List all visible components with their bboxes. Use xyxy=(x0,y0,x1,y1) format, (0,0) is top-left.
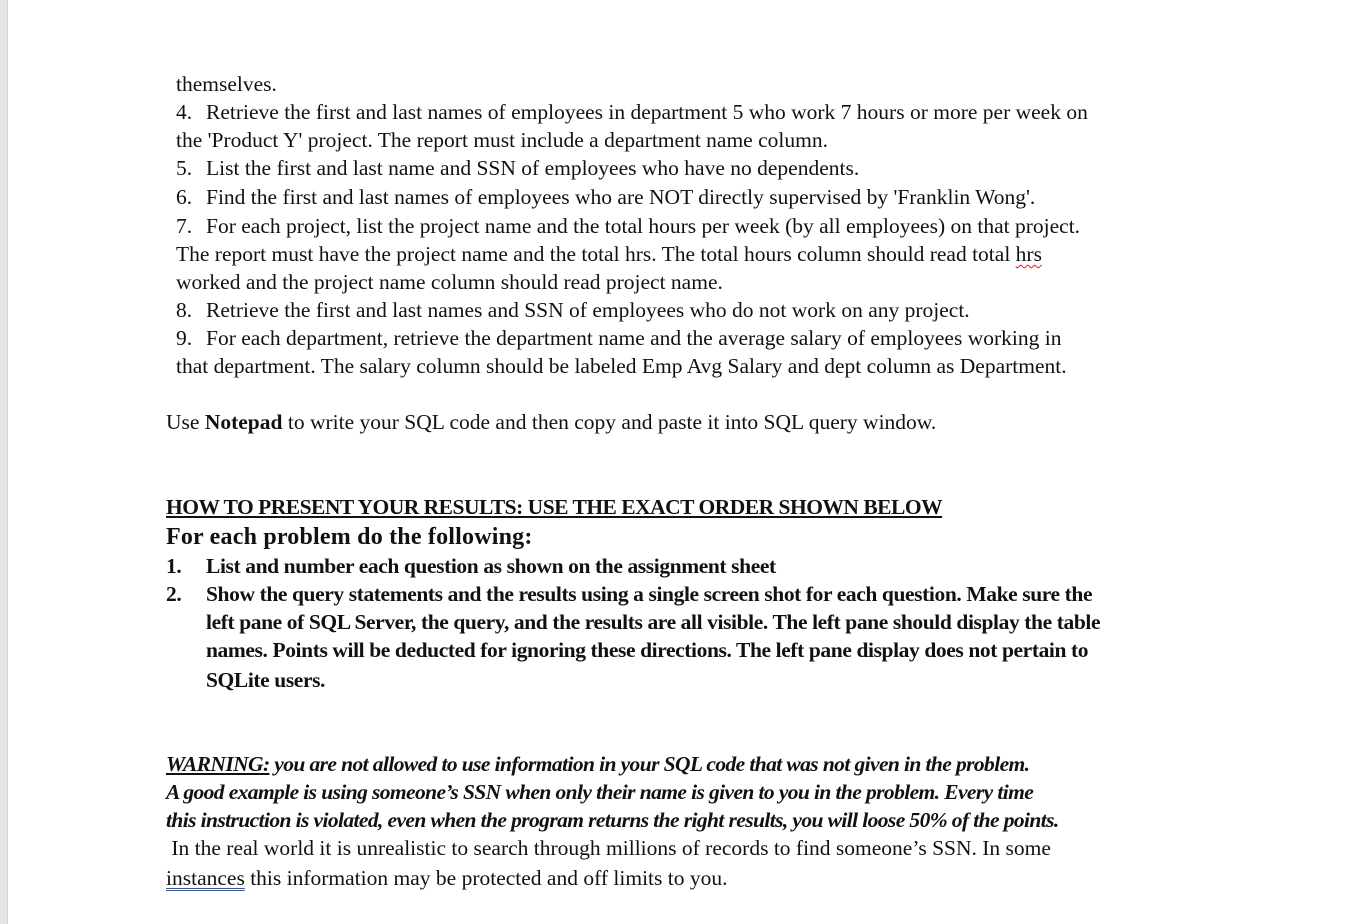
warning-line xyxy=(166,778,1033,806)
list-line xyxy=(176,268,723,296)
step-2-line xyxy=(206,666,325,694)
list-item-4 xyxy=(176,98,1088,126)
list-line xyxy=(176,70,277,98)
list-text: For each department, retrieve the department name and the average salary of employees working in xyxy=(206,326,1062,350)
list-text: worked and the project name column should read project name. xyxy=(176,270,723,294)
spelling-flagged-word[interactable]: hrs xyxy=(1015,242,1042,266)
list-item-7 xyxy=(176,212,1080,240)
list-text: The report must have the project name and the total hrs. The total hours column should read total xyxy=(176,242,1016,266)
notepad-text: to write your SQL code and then copy and paste it into SQL query window. xyxy=(282,410,937,434)
step-text: left pane of SQL Server, the query, and the results are all visible. The left pane should display the table xyxy=(206,610,1101,634)
list-number: 9. xyxy=(176,326,193,350)
list-line xyxy=(176,126,828,154)
closing-line xyxy=(166,834,1051,862)
step-2-line xyxy=(206,636,1088,664)
closing-text: In the real world it is unrealistic to search through millions of records to find someone’s SSN. In some xyxy=(166,836,1051,860)
list-item-5 xyxy=(176,154,859,182)
list-text: Retrieve the first and last names and SSN of employees who do not work on any project. xyxy=(206,298,970,322)
list-item-6 xyxy=(176,183,1035,211)
list-number: 7. xyxy=(176,214,193,238)
step-number: 2. xyxy=(166,582,182,606)
list-text: that department. The salary column should be labeled Emp Avg Salary and dept column as Department. xyxy=(176,354,1067,378)
step-2-line xyxy=(206,608,1100,636)
notepad-bold: Notepad xyxy=(204,410,283,434)
list-number: 6. xyxy=(176,185,193,209)
list-number: 8. xyxy=(176,298,193,322)
warning-text: A good example is using someone’s SSN when only their name is given to you in the problem. Every time xyxy=(166,780,1034,804)
list-text: Retrieve the first and last names of employees in department 5 who work 7 hours or more per week on xyxy=(206,100,1088,124)
present-heading xyxy=(166,493,942,521)
grammar-flagged-word[interactable]: instances xyxy=(166,866,245,890)
list-text: For each project, list the project name and the total hours per week (by all employees) on that project. xyxy=(206,214,1081,238)
list-item-9 xyxy=(176,324,1061,352)
warning-text: you are not allowed to use information in your SQL code that was not given in the problem. xyxy=(269,752,1030,776)
warning-line xyxy=(166,806,1059,834)
warning-label: WARNING: xyxy=(166,752,270,776)
present-heading-text: HOW TO PRESENT YOUR RESULTS: USE THE EXACT ORDER SHOWN BELOW xyxy=(166,495,943,519)
list-number: 4. xyxy=(176,100,193,124)
for-each-heading xyxy=(166,523,533,551)
warning-text: this instruction is violated, even when the program returns the right results, you will loose 50% of the points. xyxy=(166,808,1059,832)
list-line xyxy=(176,352,1067,380)
notepad-instruction xyxy=(166,408,936,436)
closing-text: this information may be protected and off limits to you. xyxy=(244,866,728,890)
step-text: Show the query statements and the results using a single screen shot for each question. Make sure the xyxy=(206,582,1093,606)
step-number: 1. xyxy=(166,554,182,578)
closing-line xyxy=(166,864,727,892)
warning-line xyxy=(166,750,1029,778)
step-text: SQLite users. xyxy=(206,668,326,692)
list-text: List the first and last name and SSN of employees who have no dependents. xyxy=(206,156,860,180)
list-item-8 xyxy=(176,296,970,324)
list-text: themselves. xyxy=(176,72,277,96)
step-text: names. Points will be deducted for ignoring these directions. The left pane display does not pertain to xyxy=(206,638,1089,662)
step-text: List and number each question as shown on the assignment sheet xyxy=(206,554,776,578)
for-each-heading-text: For each problem do the following: xyxy=(166,524,533,550)
list-text: Find the first and last names of employees who are NOT directly supervised by 'Franklin Wong'. xyxy=(206,185,1036,209)
list-text: the 'Product Y' project. The report must include a department name column. xyxy=(176,128,828,152)
list-line xyxy=(176,240,1042,268)
notepad-text: Use xyxy=(166,410,205,434)
list-number: 5. xyxy=(176,156,193,180)
